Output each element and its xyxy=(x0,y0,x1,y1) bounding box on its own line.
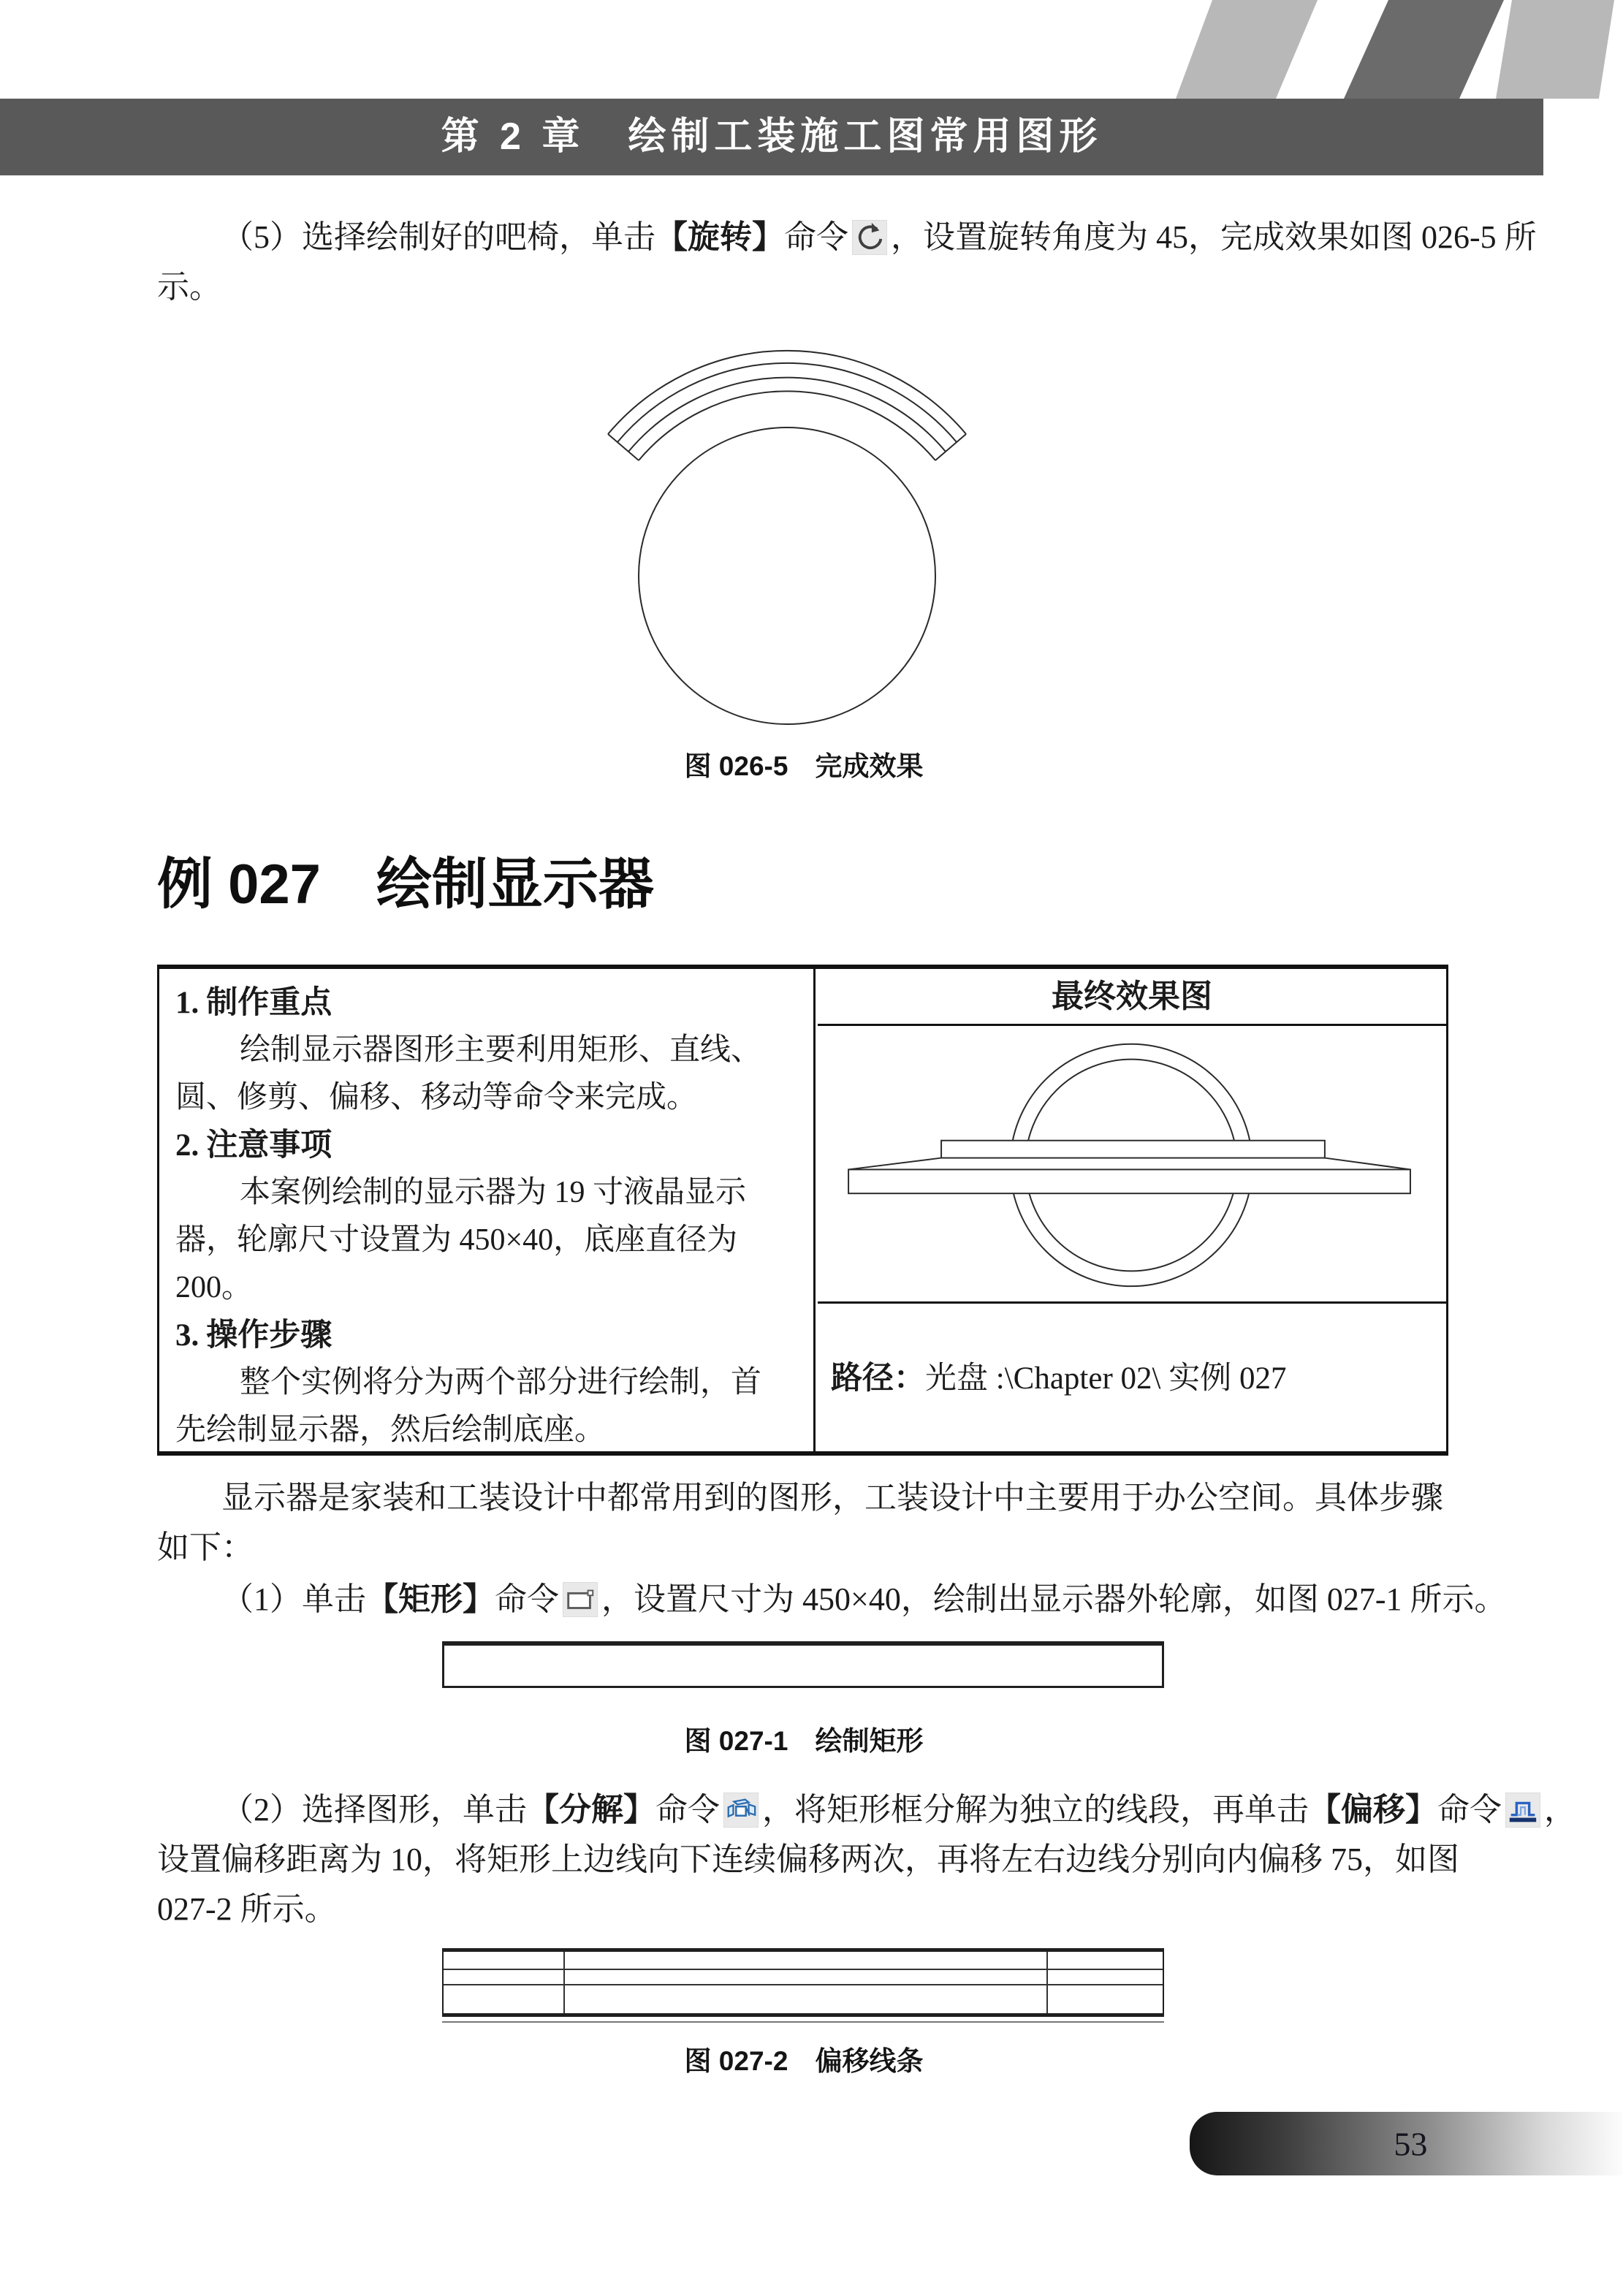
offset-command-label: 【偏移】 xyxy=(1309,1792,1437,1828)
offset-icon xyxy=(1505,1793,1540,1828)
paragraph-step2 xyxy=(157,1785,1576,1934)
rectangle-figure xyxy=(442,1641,1164,1688)
example-info-box xyxy=(157,965,1448,1456)
intro-line2: 如下： xyxy=(157,1529,254,1565)
chapter-header-bar xyxy=(0,99,1543,175)
offset-line-horizontal xyxy=(444,1984,1163,1985)
paragraph-step5 xyxy=(157,213,1537,312)
paragraph-step5-line2: 示。 xyxy=(157,269,221,305)
offset-line-vertical xyxy=(563,1952,565,2013)
intro-paragraph xyxy=(157,1473,1467,1573)
paragraph-step5-line1: （5）选择绘制好的吧椅，单击【旋转】命令 ，设置旋转角度为 45，完成效果如图 026-5 所 xyxy=(221,219,1537,255)
example-027-heading: 例 027 绘制显示器 xyxy=(157,854,654,916)
paragraph-step1-line: （1）单击【矩形】命令 ，设置尺寸为 450×40，绘制出显示器外轮廓，如图 027-1 所示。 xyxy=(221,1581,1507,1617)
explode-command-label: 【分解】 xyxy=(527,1792,655,1828)
section-3-heading: 3. 操作步骤 xyxy=(175,1318,332,1353)
offset-line-vertical xyxy=(1046,1952,1048,2013)
rotate-icon xyxy=(852,220,887,255)
section-1-line: 绘制显示器图形主要利用矩形、直线、 xyxy=(240,1033,762,1067)
paragraph-step2-line2: 设置偏移距离为 10，将矩形上边线向下连续偏移两次，再将左右边线分别向内偏移 75，如图 xyxy=(157,1841,1459,1877)
paragraph-step2-line3: 027-2 所示。 xyxy=(157,1891,337,1927)
section-2-line: 器，轮廓尺寸设置为 450×40，底座直径为 xyxy=(175,1223,738,1257)
section-2-line: 本案例绘制的显示器为 19 寸液晶显示 xyxy=(240,1176,747,1209)
paragraph-step1 xyxy=(157,1575,1507,1624)
path-label: 路径： xyxy=(831,1360,925,1396)
rectangle-icon xyxy=(563,1582,598,1617)
rectangle-command-label: 【矩形】 xyxy=(366,1581,495,1617)
page-number: 53 xyxy=(1394,2125,1428,2162)
final-result-drawing-area xyxy=(818,1026,1446,1304)
offset-line-horizontal xyxy=(444,1969,1163,1970)
section-3-line: 整个实例将分为两个部分进行绘制，首 xyxy=(240,1366,762,1399)
rotate-command-label: 【旋转】 xyxy=(655,219,784,255)
bar-chair-figure xyxy=(579,338,995,740)
path-value: 光盘 :\Chapter 02\ 实例 027 xyxy=(925,1361,1287,1396)
explode-icon xyxy=(723,1793,759,1828)
disc-path-row xyxy=(818,1299,1446,1451)
figure-027-1-caption: 图 027-1 绘制矩形 xyxy=(684,1726,924,1756)
figure-027-2-caption: 图 027-2 偏移线条 xyxy=(684,2046,924,2076)
monitor-figure xyxy=(818,1026,1446,1301)
offset-lines-figure xyxy=(442,1948,1164,2017)
chapter-title: 第 2 章 绘制工装施工图常用图形 xyxy=(441,115,1103,158)
page-number-bar xyxy=(1190,2112,1623,2175)
section-2-line: 200。 xyxy=(175,1271,253,1304)
section-2-heading: 2. 注意事项 xyxy=(175,1128,332,1163)
intro-line1: 显示器是家装和工装设计中都常用到的图形，工装设计中主要用于办公空间。具体步骤 xyxy=(221,1480,1443,1516)
example-box-right-cell xyxy=(818,969,1446,1451)
figure-shadow-line xyxy=(442,2021,1164,2023)
final-result-header: 最终效果图 xyxy=(818,969,1446,1026)
corner-stripes-decoration xyxy=(0,0,1623,99)
section-1-line: 圆、修剪、偏移、移动等命令来完成。 xyxy=(175,1081,698,1114)
paragraph-step2-line1: （2）选择图形，单击【分解】命令 ，将矩形框分解为独立的线段，再单击【偏移】命令 ， xyxy=(221,1792,1576,1828)
section-1-heading: 1. 制作重点 xyxy=(175,985,332,1020)
section-3-line: 先绘制显示器，然后绘制底座。 xyxy=(175,1413,606,1447)
figure-026-5-caption: 图 026-5 完成效果 xyxy=(684,751,924,781)
example-box-left-cell xyxy=(159,969,816,1451)
